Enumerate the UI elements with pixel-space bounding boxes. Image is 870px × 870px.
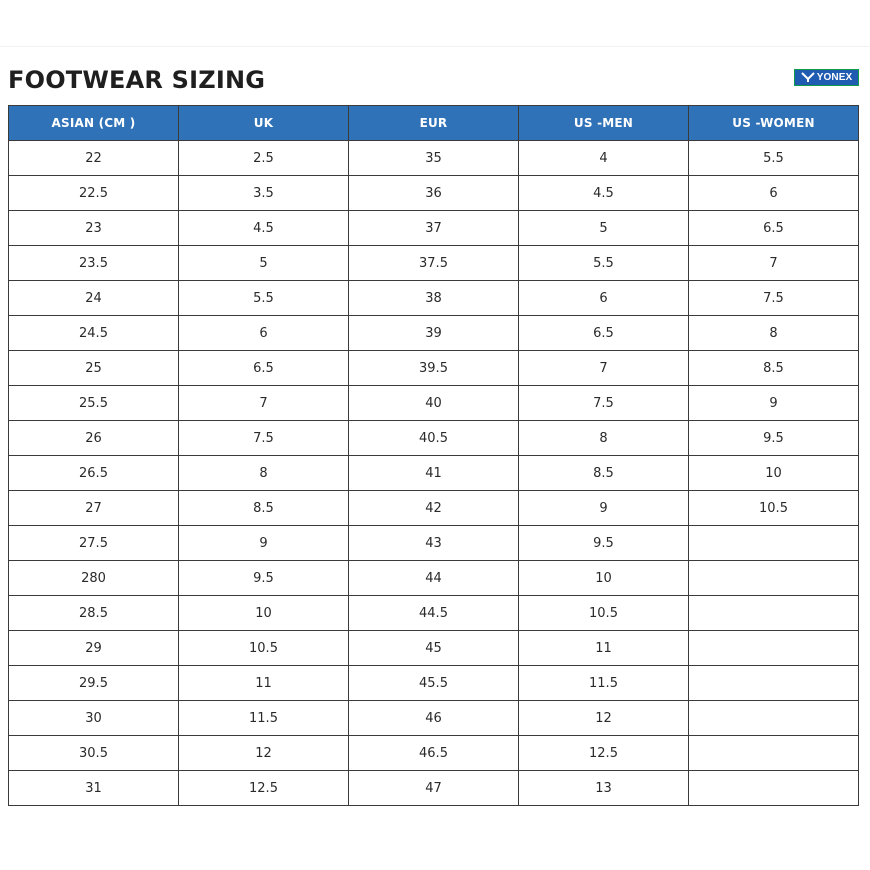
table-header-row [9, 106, 859, 141]
cell-us-men: 4.5 [519, 176, 689, 211]
header-eur: EUR [349, 106, 519, 141]
cell-eur: 43 [349, 526, 519, 561]
yonex-logo [794, 69, 859, 86]
cell-us-women [689, 526, 859, 561]
cell-uk: 5.5 [179, 281, 349, 316]
cell-asian-cm: 28.5 [9, 596, 179, 631]
cell-us-men: 8 [519, 421, 689, 456]
cell-uk: 9.5 [179, 561, 349, 596]
cell-us-men: 10.5 [519, 596, 689, 631]
cell-asian-cm: 26.5 [9, 456, 179, 491]
table-row [9, 491, 859, 526]
table-row [9, 246, 859, 281]
cell-asian-cm: 29 [9, 631, 179, 666]
page-title: FOOTWEAR SIZING [8, 66, 266, 94]
sizing-table [8, 105, 859, 806]
cell-uk: 5 [179, 246, 349, 281]
cell-eur: 37 [349, 211, 519, 246]
cell-eur: 35 [349, 141, 519, 176]
cell-asian-cm: 27.5 [9, 526, 179, 561]
table-body [9, 141, 859, 806]
cell-us-women: 7 [689, 246, 859, 281]
cell-uk: 7.5 [179, 421, 349, 456]
table-row [9, 736, 859, 771]
cell-us-men: 10 [519, 561, 689, 596]
cell-eur: 46 [349, 701, 519, 736]
cell-asian-cm: 31 [9, 771, 179, 806]
cell-eur: 41 [349, 456, 519, 491]
cell-us-women: 8 [689, 316, 859, 351]
table-row [9, 386, 859, 421]
table-row [9, 281, 859, 316]
cell-asian-cm: 22 [9, 141, 179, 176]
cell-us-women: 9.5 [689, 421, 859, 456]
cell-uk: 12.5 [179, 771, 349, 806]
cell-us-men: 11.5 [519, 666, 689, 701]
cell-asian-cm: 30 [9, 701, 179, 736]
cell-us-women: 6 [689, 176, 859, 211]
cell-us-women [689, 666, 859, 701]
header-asian-cm: ASIAN (CM ) [9, 106, 179, 141]
table-row [9, 176, 859, 211]
cell-asian-cm: 23 [9, 211, 179, 246]
cell-us-women: 7.5 [689, 281, 859, 316]
cell-uk: 10 [179, 596, 349, 631]
cell-asian-cm: 26 [9, 421, 179, 456]
cell-uk: 7 [179, 386, 349, 421]
cell-us-men: 11 [519, 631, 689, 666]
cell-asian-cm: 25.5 [9, 386, 179, 421]
table-row [9, 666, 859, 701]
cell-eur: 39.5 [349, 351, 519, 386]
cell-eur: 44.5 [349, 596, 519, 631]
cell-asian-cm: 25 [9, 351, 179, 386]
cell-us-men: 5.5 [519, 246, 689, 281]
cell-eur: 47 [349, 771, 519, 806]
table-row [9, 771, 859, 806]
table-row [9, 421, 859, 456]
cell-eur: 38 [349, 281, 519, 316]
cell-eur: 46.5 [349, 736, 519, 771]
table-row [9, 631, 859, 666]
cell-us-men: 5 [519, 211, 689, 246]
cell-eur: 37.5 [349, 246, 519, 281]
cell-us-women: 6.5 [689, 211, 859, 246]
cell-us-men: 9.5 [519, 526, 689, 561]
cell-us-women: 10.5 [689, 491, 859, 526]
cell-us-women: 9 [689, 386, 859, 421]
cell-eur: 36 [349, 176, 519, 211]
yonex-mark-icon [801, 72, 815, 83]
cell-uk: 2.5 [179, 141, 349, 176]
cell-us-men: 12.5 [519, 736, 689, 771]
cell-eur: 44 [349, 561, 519, 596]
table-row [9, 316, 859, 351]
table-row [9, 351, 859, 386]
cell-us-men: 6 [519, 281, 689, 316]
cell-asian-cm: 22.5 [9, 176, 179, 211]
cell-us-women: 5.5 [689, 141, 859, 176]
cell-uk: 6 [179, 316, 349, 351]
cell-us-women [689, 701, 859, 736]
cell-us-women [689, 736, 859, 771]
logo-wordmark: YONEX [816, 72, 853, 83]
cell-asian-cm: 280 [9, 561, 179, 596]
table-row [9, 596, 859, 631]
cell-us-women: 10 [689, 456, 859, 491]
cell-us-men: 12 [519, 701, 689, 736]
cell-asian-cm: 29.5 [9, 666, 179, 701]
cell-eur: 45.5 [349, 666, 519, 701]
cell-uk: 4.5 [179, 211, 349, 246]
table-row [9, 561, 859, 596]
cell-us-women [689, 771, 859, 806]
cell-eur: 40.5 [349, 421, 519, 456]
table-row [9, 526, 859, 561]
cell-uk: 8 [179, 456, 349, 491]
cell-uk: 11 [179, 666, 349, 701]
header-us-women: US -WOMEN [689, 106, 859, 141]
cell-asian-cm: 27 [9, 491, 179, 526]
cell-us-women [689, 631, 859, 666]
cell-us-men: 13 [519, 771, 689, 806]
table-row [9, 701, 859, 736]
header-uk: UK [179, 106, 349, 141]
cell-eur: 40 [349, 386, 519, 421]
cell-uk: 8.5 [179, 491, 349, 526]
cell-eur: 42 [349, 491, 519, 526]
cell-us-men: 4 [519, 141, 689, 176]
cell-uk: 9 [179, 526, 349, 561]
cell-asian-cm: 24.5 [9, 316, 179, 351]
cell-us-men: 8.5 [519, 456, 689, 491]
cell-us-women: 8.5 [689, 351, 859, 386]
cell-uk: 3.5 [179, 176, 349, 211]
header-us-men: US -MEN [519, 106, 689, 141]
cell-us-men: 9 [519, 491, 689, 526]
top-divider [0, 46, 870, 47]
cell-uk: 10.5 [179, 631, 349, 666]
table-row [9, 141, 859, 176]
cell-uk: 6.5 [179, 351, 349, 386]
cell-eur: 45 [349, 631, 519, 666]
cell-asian-cm: 24 [9, 281, 179, 316]
table-row [9, 211, 859, 246]
cell-asian-cm: 23.5 [9, 246, 179, 281]
cell-uk: 11.5 [179, 701, 349, 736]
cell-us-women [689, 561, 859, 596]
cell-us-men: 6.5 [519, 316, 689, 351]
cell-us-women [689, 596, 859, 631]
table-row [9, 456, 859, 491]
cell-eur: 39 [349, 316, 519, 351]
cell-us-men: 7 [519, 351, 689, 386]
cell-us-men: 7.5 [519, 386, 689, 421]
cell-uk: 12 [179, 736, 349, 771]
cell-asian-cm: 30.5 [9, 736, 179, 771]
